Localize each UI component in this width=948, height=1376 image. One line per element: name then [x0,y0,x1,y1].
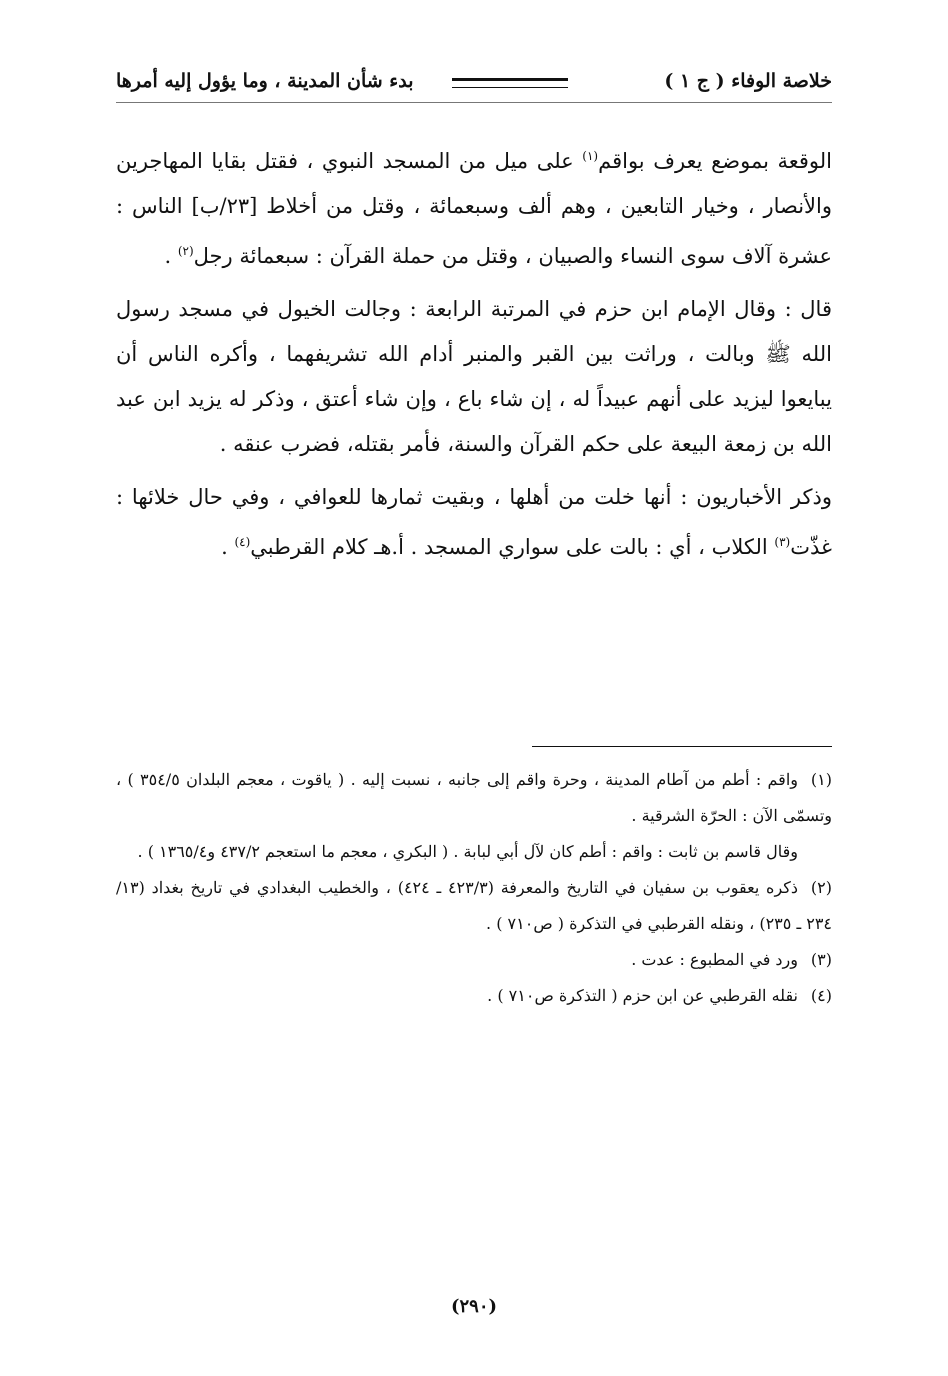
paragraph-text: . [164,244,178,268]
page-number: (٢٩٠) [450,1296,498,1317]
header-divider [116,102,832,103]
header-ornament-rule [452,78,568,88]
footnote-ref-1[interactable]: (١) [582,149,599,163]
footnote-text: ورد في المطبوع : عدت . [631,950,798,969]
footnote-separator [532,746,832,747]
footnote-number: (٣) [810,950,832,969]
footnote-1-continuation: وقال قاسم بن ثابت : واقم : أطم كان لآل أبي لبابة . ( البكري ، معجم ما استعجم ٤٣٧/٢ و١٣٦٥/٤ ) . [137,842,798,861]
paragraph-3 [116,475,832,570]
paragraph-text: الوقعة بموضع يعرف بواقم [598,149,832,173]
footnote-1 [116,762,832,834]
footnote-ref-2[interactable]: (٢) [177,244,194,258]
running-header [116,66,832,102]
paragraph-text: الكلاب ، أي : بالت على سواري المسجد . أ.هـ كلام القرطبي [250,535,775,559]
footnotes [116,762,832,1014]
footnote-ref-3[interactable]: (٣) [774,535,791,549]
footnote-text: ذكره يعقوب بن سفيان في التاريخ والمعرفة (٤٢٣/٣ ـ ٤٢٤) ، والخطيب البغدادي في تاريخ بغداد (١٣/ ٢٣٤ ـ ٢٣٥) ، ونقله القرطبي في التذكرة ( ص٧١٠ ) . [116,878,832,933]
paragraph-2: قال : وقال الإمام ابن حزم في المرتبة الرابعة : وجالت الخيول في مسجد رسول الله ﷺ وبالت ، وراثت بين القبر والمنبر أدام الله تشريفهما ، وأكره الناس أن يبايعوا ليزيد على أنهم عبيداً له ، إن شاء باع ، وإن شاء أعتق ، وذكر له يزيد ابن عبد الله بن زمعة البيعة على حكم القرآن والسنة، فأمر بقتله، فضرب عنقه . [116,297,832,456]
paragraph-text: . [221,535,235,559]
footnote-text: نقله القرطبي عن ابن حزم ( التذكرة ص٧١٠ ) . [487,986,798,1005]
footnote-2 [116,870,832,942]
footnote-ref-4[interactable]: (٤) [234,535,251,549]
footnote-number: (٤) [810,986,832,1005]
footnote-number: (١) [810,770,833,789]
footnote-4 [116,978,832,1014]
section-title: بدء شأن المدينة ، وما يؤول إليه أمرها [116,70,414,92]
paragraph-1 [116,134,832,279]
paragraph-text: وذكر الأخباريون : أنها خلت من أهلها ، وبقيت ثمارها للعوافي ، وفي حال خلائها : غذّت [116,485,832,559]
main-text [116,134,832,578]
footnote-3 [116,942,832,978]
paragraph-text: على ميل من المسجد النبوي ، فقتل بقايا المهاجرين والأنصار ، وخيار التابعين ، وهم ألف وسبعمائة ، وقتل من أخلاط [٢٣/ب] الناس : عشرة آلاف سوى النساء والصبيان ، وقتل من حملة القرآن : سبعمائة رجل [116,149,833,268]
footnote-number: (٢) [810,878,833,897]
footnote-text: واقم : أطم من آطام المدينة ، وحرة واقم إلى جانبه ، نسبت إليه . ( ياقوت ، معجم البلدان ٣٥٤/٥ ) ، وتسمّى الآن : الحرّة الشرقية . [116,770,832,825]
book-title: خلاصة الوفاء ( ج ١ ) [664,70,832,92]
